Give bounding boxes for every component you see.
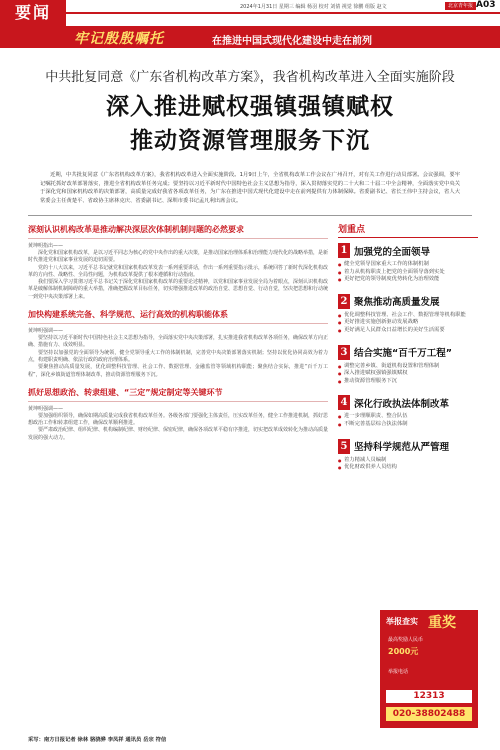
header-badge: 北京青年报 <box>445 2 476 10</box>
section-1-paragraph: 党的十八大以来，习近平总书记就党和国家机构改革发表一系列重要讲话，作出一系列重要指示批示，系统回答了新时代深化机构改革的方向性、战略性、全局性问题，为机构改革提供了根本遵循和行动指南。 <box>28 264 329 278</box>
divider <box>28 215 472 216</box>
key-point-item <box>338 439 478 472</box>
key-point-bullet: ● 更好推进实施创新驱动发展战略 <box>338 319 478 327</box>
section-3-title: 抓好思想政治、转隶组建、“三定”规定制定等关键环节 <box>28 385 328 402</box>
ad-reward: 2000元 <box>388 647 419 656</box>
report-hotline-ad <box>380 610 478 728</box>
key-point-bullet: ● 着力精减人员编制 <box>338 457 478 465</box>
page-number: A03 <box>476 0 496 10</box>
section-2-paragraph: 要坚持以加强党的全面领导为统领，健全党领导重大工作的体制机制，完善党中央决策部署落实机制；坚持以优化协同高效为着力点，构建职责明确、依法行政的政府治理体系。 <box>28 349 328 363</box>
section-3-byline: 黄坤明强调—— <box>28 405 64 412</box>
key-point-number: 1 <box>338 243 350 258</box>
key-point-title: 结合实施“百千万工程” <box>354 348 452 360</box>
key-point-title: 聚焦推动高质量发展 <box>354 297 440 309</box>
key-point-title: 坚持科学规范从严管理 <box>354 442 450 454</box>
section-1-paragraph: 深化党和国家机构改革，是以习近平同志为核心的党中央作出的重大决策，是推动国家治理体系和治理能力现代化的战略举措，是新时代推进党和国家事业发展的迫切需要。 <box>28 250 329 264</box>
author-credits: 采写：南方日报记者 徐林 骆骁骅 李凤祥 通讯员 岳宗 符信 <box>28 737 167 743</box>
section-2-title: 加快构建系统完备、科学规范、运行高效的机构职能体系 <box>28 307 328 324</box>
section-1-paragraph: 我们要深入学习贯彻习近平总书记关于深化党和国家机构改革的重要论述精神，以党和国家事业发展全局为着眼点，深刻认识机构改革是破解体制机制障碍的重大举措，准确把握改革目标任务，切实增强推进改革的政治自觉、思想自觉、行动自觉，坚决把思想和行动统一到党中央决策部署上来。 <box>28 279 329 300</box>
section-1-title: 深刻认识机构改革是推动解决深层次体制机制问题的必然要求 <box>28 222 328 239</box>
key-point-bullet: ● 不断完善基层综合执法体制 <box>338 421 478 429</box>
key-point-bullet: ● 健全党领导国家重大工作的体制机制 <box>338 261 478 269</box>
key-point-title: 加强党的全面领导 <box>354 246 431 258</box>
section-2-paragraph: 要聚焦推动高质量发展，优化调整科技管理、社会工作、数据管理、金融监管等领域机构职能；聚焦结合实际，推进“百千万工程”，深化乡镇街道管理体制改革，推动资源管理服务下沉。 <box>28 364 328 378</box>
key-point-bullet: ● 推动资源管理服务下沉 <box>338 378 478 386</box>
header-meta: 2024年1月31日 星期三 编辑 杨羽 校对 刘倩 视觉 徐鹏 组版 赵文 <box>240 4 387 10</box>
section-2-paragraph: 要坚持以习近平新时代中国特色社会主义思想为指导，全面落实党中央决策部署，扎实推进我省机构改革各项任务，确保改革方向正确、措施有力、成效明显。 <box>28 335 329 349</box>
ad-hotline-number: 12313 <box>386 690 472 703</box>
main-column <box>28 222 328 727</box>
ad-text: 举报电话 <box>388 669 409 675</box>
key-point-bullet: ● 优化财政供养人员结构 <box>338 464 478 472</box>
key-point-title: 深化行政执法体制改革 <box>354 398 450 410</box>
key-point-number: 2 <box>338 294 350 309</box>
section-2-byline: 黄坤明强调—— <box>28 328 64 335</box>
ad-title: 举报查实 <box>386 617 418 626</box>
headline-line-2: 推动资源管理服务下沉 <box>130 127 370 154</box>
key-point-bullet: ● 优化调整科技管理、社会工作、数据管理等机构职能 <box>338 312 478 320</box>
banner-subtitle: 在推进中国式现代化建设中走在前列 <box>212 36 372 47</box>
header-rule <box>66 12 500 14</box>
key-point-bullet: ● 调整完善乡镇、街道机构设置和管理体制 <box>338 363 478 371</box>
key-point-item <box>338 395 478 428</box>
ad-headline: 重奖 <box>428 615 456 631</box>
banner-script-title: 牢记殷殷嘱托 <box>74 31 164 47</box>
sidebar-heading: 划重点 <box>338 222 478 238</box>
banner <box>0 26 500 48</box>
page-header <box>0 0 500 26</box>
ad-phone-number: 020-38802488 <box>386 707 472 721</box>
key-point-number: 5 <box>338 439 350 454</box>
key-point-bullet: ● 更好把党的领导制度优势转化为治理效能 <box>338 276 478 284</box>
key-point-item <box>338 345 478 386</box>
lead-paragraph: 近期，中共批复同意《广东省机构改革方案》，我省机构改革进入全面实施阶段。1月9日上午，全省机构改革工作会议在广州召开，对有关工作进行动员部署。会议强调，要牢记嘱托抓好改革部署落实，推进全省机构改革任务完成；要坚持以习近平新时代中国特色社会主义思想为指导，深入贯彻落实党的二十大和二十届二中全会精神，全面落实党中央关于深化党和国家机构改革的决策部署，高质量完成好我省各项改革任务，为广东在推进中国式现代化建设中走在前列提供有力体制保障。省委副书记、省长王伟中主持会议，省人大常委会主任黄楚平、省政协主席林克庆、省委副书记、深圳市委书记孟凡利出席会议。 <box>40 172 460 204</box>
key-point-bullet: ● 更好满足人民群众日益增长的美好生活需要 <box>338 327 478 335</box>
ad-text: 最高奖励人民币 <box>388 637 424 643</box>
key-point-bullet: ● 进一步理顺职责、整合队伍 <box>338 413 478 421</box>
key-point-item <box>338 294 478 335</box>
article-kicker: 中共批复同意《广东省机构改革方案》，我省机构改革进入全面实施阶段 <box>45 70 455 85</box>
key-point-bullet: ● 着力从机构职责上把党的全面领导落到实处 <box>338 269 478 277</box>
key-point-number: 3 <box>338 345 350 360</box>
headline-line-1: 深入推进赋权强镇强镇赋权 <box>106 93 394 120</box>
key-point-bullet: ● 深入推进赋权强镇强镇赋权 <box>338 370 478 378</box>
section-1-byline: 黄坤明指出—— <box>28 243 64 249</box>
key-point-number: 4 <box>338 395 350 410</box>
key-point-item <box>338 243 478 284</box>
section-3-paragraph: 要加强组织领导，确保如期高质量完成我省机构改革任务。各级各部门要强化主体责任，压实改革任务，健全工作推进机制，抓好思想政治工作和转隶组建工作，确保改革顺利推进。 <box>28 412 329 427</box>
section-3-paragraph: 要严肃政治纪律、组织纪律、机构编制纪律、财经纪律、保密纪律，确保各项改革平稳有序推进，切实把改革成效转化为推动高质量发展的强大动力。 <box>28 427 329 441</box>
section-tab: 要闻 <box>0 0 66 26</box>
